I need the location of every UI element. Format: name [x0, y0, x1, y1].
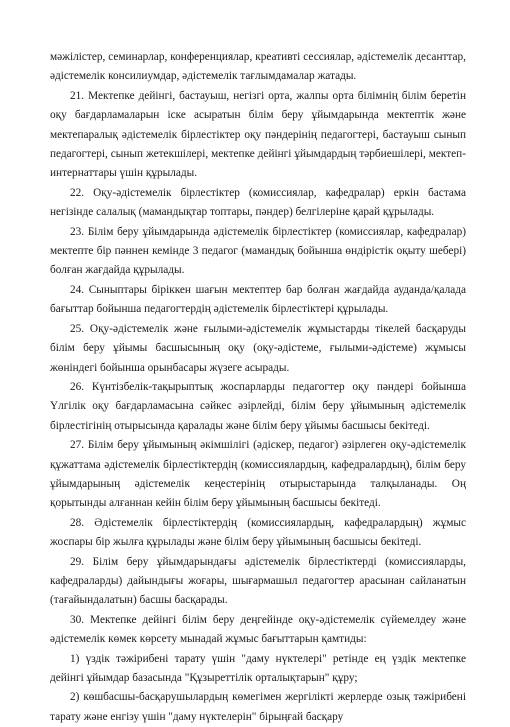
paragraph-23: 23. Білім беру ұйымдарында әдістемелік бірлестіктер (комиссиялар, кафедралар) мектепте бір пәннен кемінде 3 педагог (мамандық бойынша өндірістік оқыту шебері) болған жағдайда құрылады. — [50, 225, 466, 277]
paragraph-27: 27. Білім беру ұйымының әкімшілігі (әдіскер, педагог) әзірлеген оқу-әдістемелік құжаттама әдістемелік бірлестіктердің (комиссиялардың, кафедралардың), білім беру ұйымдарының әдістемелік кеңестерінің отырыстарында талқыланады. Оң қорытынды алғаннан кейін білім беру ұйымының басшысы бекітеді. — [50, 439, 466, 510]
paragraph-22: 22. Оқу-әдістемелік бірлестіктер (комиссиялар, кафедралар) еркін бастама негізінде салалық (мамандықтар топтары, пәндер) белгілеріне қарай құрылады. — [50, 186, 466, 219]
paragraph-29: 29. Білім беру ұйымдарындағы әдістемелік бірлестіктерді (комиссияларды, кафедраларды) дайындығы жоғары, шығармашыл педагогтер арасынан сайланатын (тағайындалатын) басшы басқарады. — [50, 555, 466, 607]
paragraph-25: 25. Оқу-әдістемелік және ғылыми-әдістемелік жұмыстарды тікелей басқаруды білім беру ұйымы басшысының оқу (оқу-әдістеме, ғылыми-әдістеме) жұмысы жөніндегі бойынша орынбасары жүзеге асырады. — [50, 322, 466, 374]
paragraph-30: 30. Мектепке дейінгі білім беру деңгейінде оқу-әдістемелік сүйемелдеу және әдістемелік көмек көрсету мынадай жұмыс бағыттарын қамтиды: — [50, 613, 466, 646]
paragraph-24: 24. Сыныптары біріккен шағын мектептер бар болған жағдайда ауданда/қалада бағыттар бойынша педагогтердің әдістемелік бірлестіктері құрылады. — [50, 283, 466, 316]
paragraph-28: 28. Әдістемелік бірлестіктердің (комиссиялардың, кафедралардың) жұмыс жоспары бір жылға құрылады және білім беру ұйымының басшысы бекітеді. — [50, 516, 466, 549]
list-item-1: 1) үздік тәжірибені тарату үшін "даму нүктелері" ретінде ең үздік мектепке дейінгі ұйымдар базасында "Құзыреттілік орталықтарын" құру; — [50, 652, 466, 684]
paragraph-21: 21. Мектепке дейінгі, бастауыш, негізгі орта, жалпы орта білімнің білім беретін оқу бағдарламаларын іске асыратын білім беру ұйымдарында мектептік және мектепаралық әдістемелік бірлестіктер оқу пәндерінің педагогтері, бастауыш сынып педагогтері, сынып жетекшілері, мектепке дейінгі ұйымдардың тәрбиешілері, мектеп-интернаттары үшін құрылады. — [50, 89, 466, 180]
paragraph-26: 26. Күнтізбелік-тақырыптық жоспарларды педагогтер оқу пәндері бойынша Үлгілік оқу бағдарламасына сәйкес әзірлейді, білім беру ұйымының әдістемелік бірлестігінің отырысында қаралады және білім беру ұйымы басшысы бекітеді. — [50, 380, 466, 432]
list-item-2: 2) көшбасшы-басқарушылардың көмегімен жергілікті жерлерде озық тәжірибені тарату және енгізу үшін "даму нүктелерін" бірыңғай басқару — [50, 691, 466, 723]
paragraph-continuation: мәжілістер, семинарлар, конференциялар, креативті сессиялар, әдістемелік десанттар, әдістемелік консилиумдар, әдістемелік тағлымдамалар жатады. — [50, 51, 466, 83]
